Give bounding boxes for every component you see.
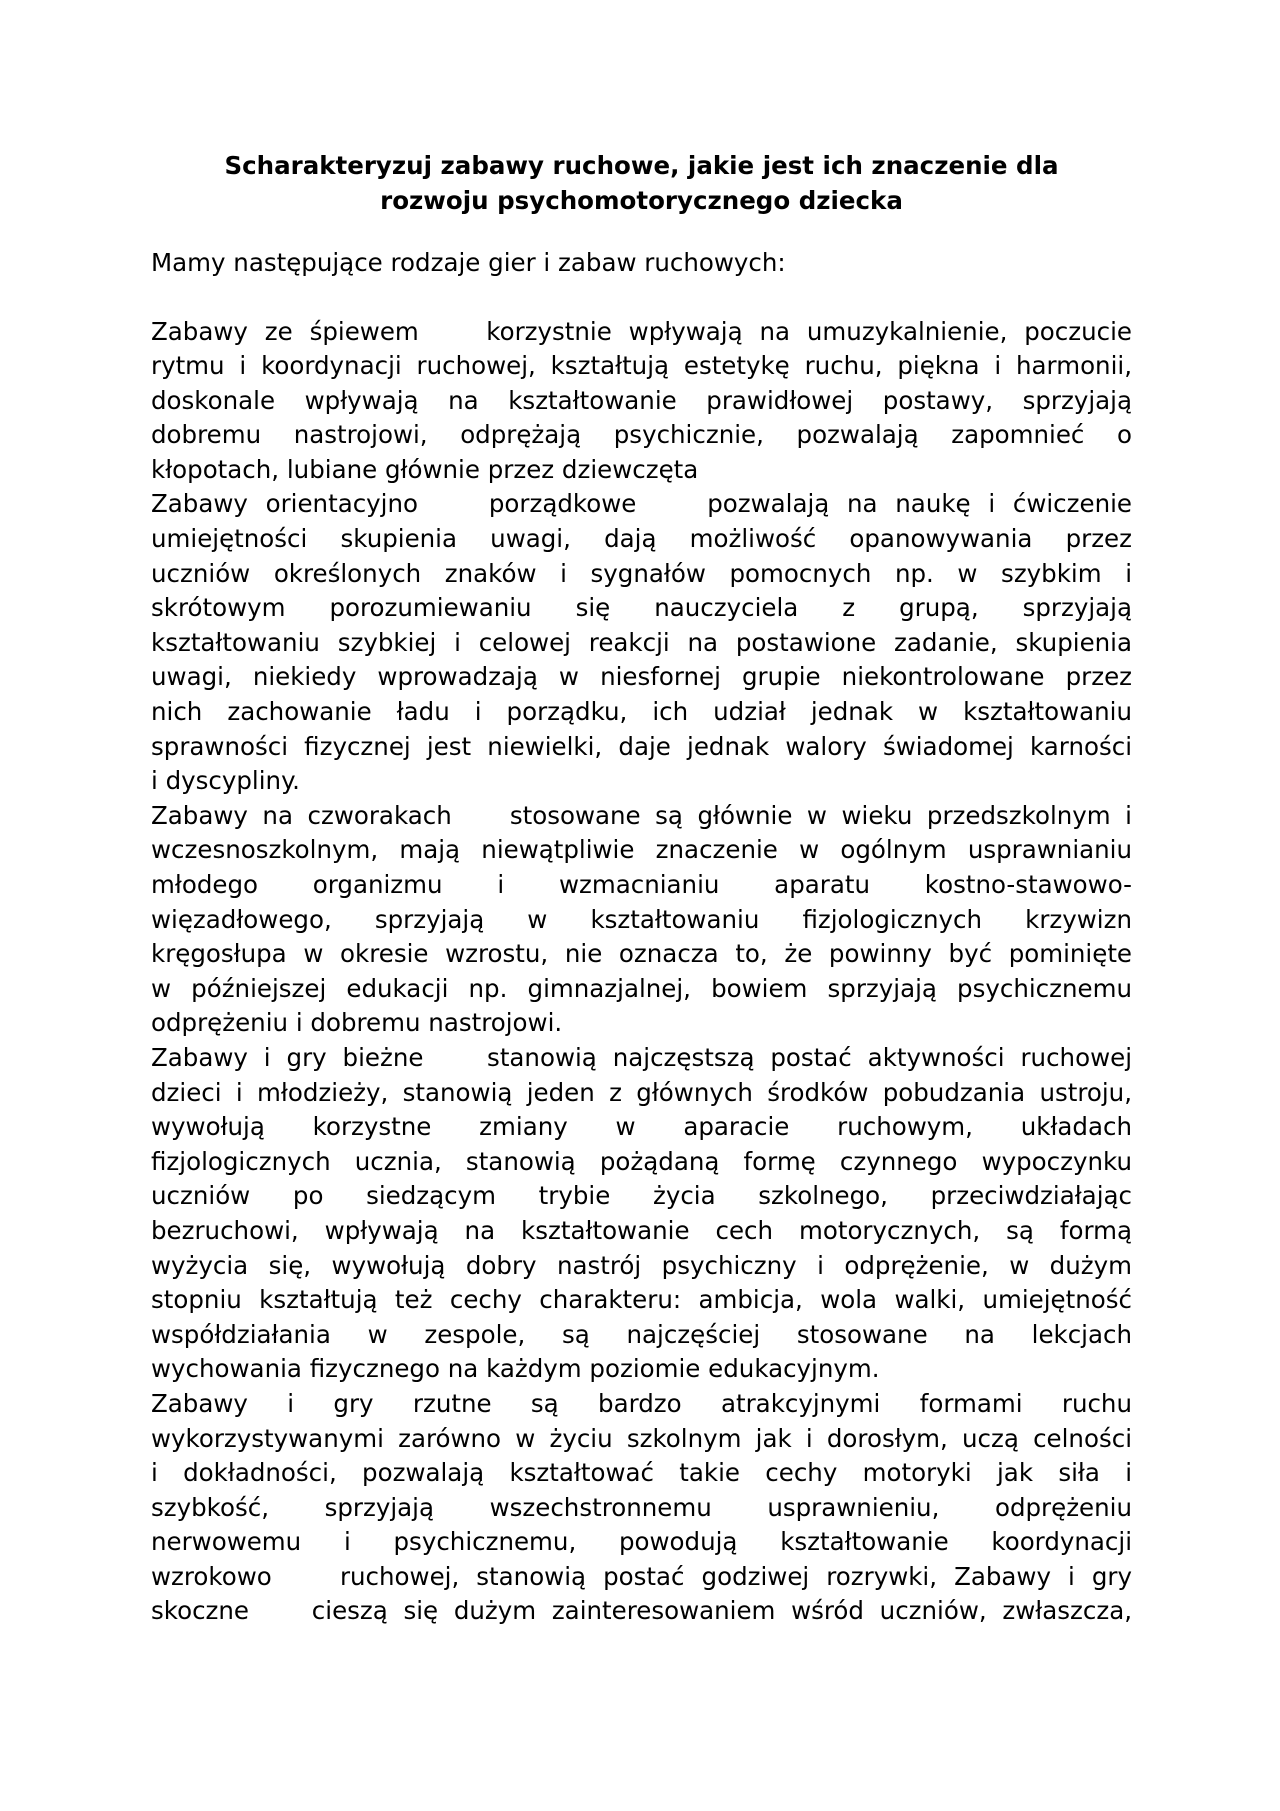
body-paragraph	[151, 1041, 1132, 1387]
body-line: wczesnoszkolnym, mają niewątpliwie znaczenie w ogólnym usprawnianiu	[151, 835, 1132, 865]
body-line: w późniejszej edukacji np. gimnazjalnej, bowiem sprzyjają psychicznemu	[151, 973, 1132, 1003]
body-line: wzrokowo ruchowej, stanowią postać godziwej rozrywki, Zabawy i gry	[151, 1561, 1132, 1591]
body-line: skrótowym porozumiewaniu się nauczyciela z grupą, sprzyjają	[151, 593, 1132, 623]
body-line: kręgosłupa w okresie wzrostu, nie oznacza to, że powinny być pominięte	[151, 939, 1132, 969]
intro-paragraph: Mamy następujące rodzaje gier i zabaw ruchowych:	[151, 248, 786, 277]
document-title	[151, 148, 1132, 218]
body-line: wykorzystywanymi zarówno w życiu szkolnym jak i dorosłym, uczą celności	[151, 1423, 1132, 1453]
body-paragraph	[151, 487, 1132, 798]
body-line: stopniu kształtują też cechy charakteru: ambicja, wola walki, umiejętność	[151, 1285, 1132, 1315]
document-page	[151, 148, 1132, 1629]
body-line: doskonale wpływają na kształtowanie prawidłowej postawy, sprzyjają	[151, 385, 1132, 415]
body-line: bezruchowi, wpływają na kształtowanie cech motorycznych, są formą	[151, 1215, 1132, 1245]
body-line: Zabawy ze śpiewem korzystnie wpływają na umuzykalnienie, poczucie	[151, 316, 1132, 346]
body-line: szybkość, sprzyjają wszechstronnemu usprawnieniu, odprężeniu	[151, 1492, 1132, 1522]
body-line: wychowania fizycznego na każdym poziomie edukacyjnym.	[151, 1354, 880, 1384]
body-paragraph	[151, 799, 1132, 1041]
body-line: nerwowemu i psychicznemu, powodują kształtowanie koordynacji	[151, 1527, 1132, 1557]
body-line: odprężeniu i dobremu nastrojowi.	[151, 1008, 563, 1038]
title-line: Scharakteryzuj zabawy ruchowe, jakie jest ich znaczenie dla	[224, 151, 1059, 180]
title-line: rozwoju psychomotorycznego dziecka	[380, 186, 903, 215]
body-line: kłopotach, lubiane głównie przez dziewczęta	[151, 454, 699, 484]
body-line: uczniów określonych znaków i sygnałów pomocnych np. w szybkim i	[151, 558, 1132, 588]
body-line: Zabawy na czworakach stosowane są głównie w wieku przedszkolnym i	[151, 800, 1132, 830]
body-line: Zabawy i gry rzutne są bardzo atrakcyjnymi formami ruchu	[151, 1388, 1132, 1418]
body-paragraph	[151, 315, 1132, 488]
body-paragraph	[151, 1387, 1132, 1629]
body-line: nich zachowanie ładu i porządku, ich udział jednak w kształtowaniu	[151, 697, 1132, 727]
body-line: sprawności fizycznej jest niewielki, daje jednak walory świadomej karności	[151, 731, 1132, 761]
body-line: dzieci i młodzieży, stanowią jeden z głównych środków pobudzania ustroju,	[151, 1077, 1132, 1107]
body-line: i dokładności, pozwalają kształtować takie cechy motoryki jak siła i	[151, 1458, 1132, 1488]
document-body	[151, 315, 1132, 1630]
body-line: wywołują korzystne zmiany w aparacie ruchowym, układach	[151, 1112, 1132, 1142]
body-line: współdziałania w zespole, są najczęściej stosowane na lekcjach	[151, 1319, 1132, 1349]
body-line: umiejętności skupienia uwagi, dają możliwość opanowywania przez	[151, 524, 1132, 554]
body-line: Zabawy orientacyjno porządkowe pozwalają na naukę i ćwiczenie	[151, 489, 1132, 519]
body-line: uczniów po siedzącym trybie życia szkolnego, przeciwdziałając	[151, 1181, 1132, 1211]
body-line: i dyscypliny.	[151, 766, 300, 796]
body-line: skoczne cieszą się dużym zainteresowaniem wśród uczniów, zwłaszcza,	[151, 1596, 1132, 1626]
body-line: młodego organizmu i wzmacnianiu aparatu kostno-stawowo-	[151, 870, 1132, 899]
body-line: więzadłowego, sprzyjają w kształtowaniu fizjologicznych krzywizn	[151, 904, 1132, 934]
body-line: kształtowaniu szybkiej i celowej reakcji na postawione zadanie, skupienia	[151, 627, 1132, 657]
body-line: rytmu i koordynacji ruchowej, kształtują estetykę ruchu, piękna i harmonii,	[151, 351, 1132, 381]
paragraph-spacer	[151, 281, 1132, 315]
body-line: dobremu nastrojowi, odprężają psychicznie, pozwalają zapomnieć o	[151, 420, 1132, 450]
body-line: Zabawy i gry bieżne stanowią najczęstszą postać aktywności ruchowej	[151, 1042, 1132, 1072]
body-line: fizjologicznych ucznia, stanowią pożądaną formę czynnego wypoczynku	[151, 1146, 1132, 1176]
body-line: wyżycia się, wywołują dobry nastrój psychiczny i odprężenie, w dużym	[151, 1250, 1132, 1280]
body-line: uwagi, niekiedy wprowadzają w niesfornej grupie niekontrolowane przez	[151, 662, 1132, 692]
